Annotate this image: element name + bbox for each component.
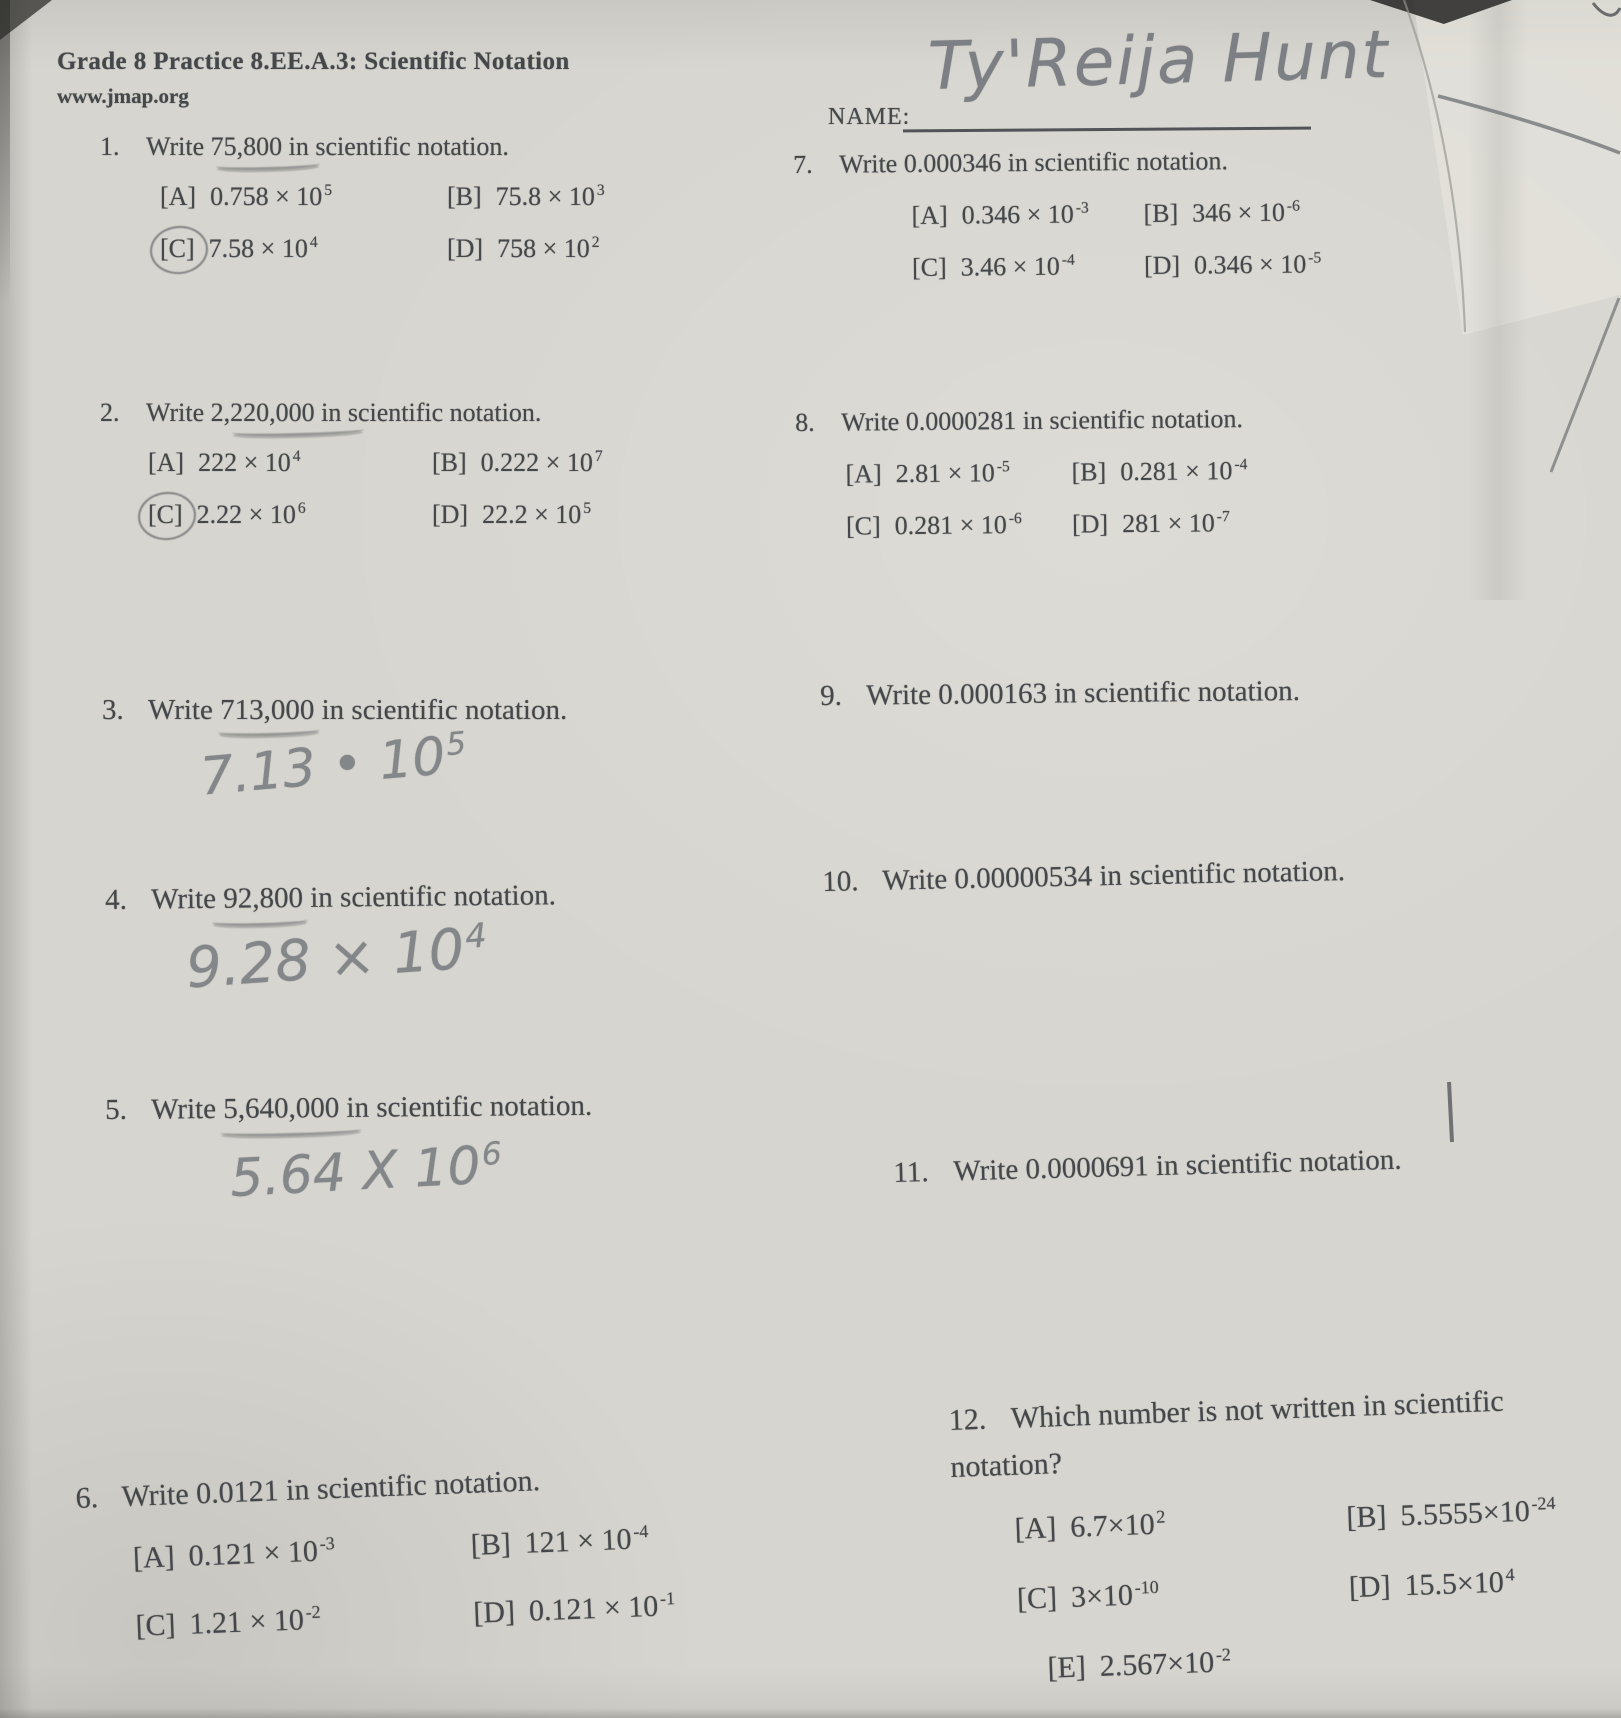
option-value: 758 × 10 — [497, 234, 590, 263]
question-number: 3. — [102, 694, 124, 726]
question-text: Write 0.000346 in scientific notation. — [838, 146, 1229, 179]
handwritten-name: Ty'Reija Hunt — [927, 15, 1391, 106]
option-c — [160, 234, 447, 264]
option-label: [A] — [148, 448, 185, 477]
question-text: Write 92,800 in scientific notation. — [150, 879, 557, 916]
option-value: 0.346 × 10 — [961, 199, 1074, 230]
option-b — [1143, 197, 1321, 229]
option-exponent: -4 — [1234, 456, 1248, 474]
question-text: Write 5,640,000 in scientific notation. — [150, 1089, 593, 1126]
answer-exponent: 4 — [463, 915, 488, 957]
option-label: [A] — [132, 1540, 176, 1575]
question-number: 6. — [75, 1481, 99, 1515]
option-label-circled: [C] — [148, 500, 183, 529]
option-label: [A] — [911, 200, 948, 230]
option-exponent: 4 — [292, 448, 301, 466]
option-value: 0.121 × 10 — [187, 1534, 319, 1573]
option-exponent: -3 — [1075, 199, 1089, 217]
option-value: 0.121 × 10 — [528, 1589, 659, 1628]
option-value: 5.5555×10 — [1399, 1494, 1531, 1533]
pen-stroke-vertical-mark — [1449, 1082, 1452, 1142]
option-label: [B] — [1345, 1499, 1387, 1535]
question-text: Write 2,220,000 in scientific notation. — [146, 398, 542, 427]
question-3 — [102, 694, 567, 727]
worksheet-title: Grade 8 Practice 8.EE.A.3: Scientific Notation — [57, 48, 570, 75]
option-exponent: 4 — [309, 234, 318, 252]
option-exponent: -5 — [996, 458, 1010, 476]
option-d — [432, 500, 603, 530]
option-exponent: -3 — [319, 1533, 335, 1554]
option-label: [D] — [1071, 509, 1109, 539]
question-text: Write 713,000 in scientific notation. — [148, 694, 568, 726]
option-exponent: -1 — [659, 1588, 676, 1609]
question-4 — [105, 879, 556, 917]
option-exponent: -6 — [1286, 197, 1300, 216]
option-label: [C] — [134, 1608, 177, 1643]
option-d — [1072, 508, 1248, 540]
option-value: 2.567×10 — [1099, 1645, 1215, 1683]
option-value: 15.5×10 — [1403, 1565, 1505, 1603]
option-b — [470, 1521, 673, 1563]
option-label: [A] — [845, 459, 882, 489]
option-c — [912, 251, 1144, 283]
option-b — [1071, 456, 1247, 488]
option-label: [D] — [1348, 1569, 1392, 1605]
question-5 — [105, 1090, 592, 1127]
option-exponent: -6 — [1008, 510, 1022, 528]
option-label: [C] — [1016, 1581, 1058, 1616]
answer-value: 7.13 • 10 — [197, 726, 448, 808]
question-text: Which number is not written in scientific notation? — [949, 1384, 1505, 1484]
option-value: 222 × 10 — [198, 448, 291, 477]
question-text: Write 0.0000691 in scientific notation. — [952, 1143, 1402, 1188]
option-value: 0.281 × 10 — [1120, 456, 1233, 487]
question-text: Write 0.000163 in scientific notation. — [865, 674, 1301, 712]
option-exponent: -7 — [1216, 508, 1230, 526]
option-value: 1.21 × 10 — [188, 1603, 305, 1641]
option-label: [D] — [447, 234, 484, 263]
option-value: 6.7×10 — [1069, 1507, 1156, 1544]
option-a — [132, 1529, 471, 1576]
option-exponent: -4 — [1061, 251, 1075, 270]
option-value: 2.22 × 10 — [196, 500, 296, 529]
option-label: [D] — [432, 500, 469, 529]
option-exponent: -4 — [632, 1521, 649, 1542]
question-text: Write 0.00000534 in scientific notation. — [881, 855, 1346, 897]
option-exponent: 7 — [594, 448, 603, 466]
option-value: 0.758 × 10 — [210, 182, 323, 211]
option-value: 121 × 10 — [524, 1522, 633, 1560]
option-c — [148, 500, 432, 530]
option-exponent: -24 — [1531, 1492, 1556, 1514]
question-6 — [75, 1459, 676, 1646]
option-label: [B] — [447, 182, 482, 211]
question-number: 9. — [820, 679, 843, 712]
option-exponent: -2 — [1215, 1644, 1232, 1665]
option-a — [1014, 1501, 1347, 1547]
question-number: 12. — [948, 1402, 987, 1437]
question-9 — [820, 675, 1300, 713]
option-label: [D] — [472, 1595, 516, 1630]
option-value: 0.281 × 10 — [894, 510, 1007, 541]
answer-exponent: 6 — [480, 1135, 503, 1173]
option-label: [A] — [1014, 1511, 1057, 1546]
question-8 — [795, 404, 1248, 542]
option-exponent: 2 — [1156, 1506, 1166, 1527]
option-value: 3.46 × 10 — [960, 251, 1060, 282]
option-value: 7.58 × 10 — [208, 234, 308, 263]
option-c — [846, 510, 1072, 542]
option-a — [148, 448, 432, 478]
answer-exponent: 5 — [444, 725, 468, 763]
option-exponent: -10 — [1134, 1576, 1159, 1598]
pen-stroke-diagonal — [1551, 298, 1619, 472]
option-exponent: 4 — [1505, 1564, 1515, 1585]
option-label: [D] — [1143, 250, 1181, 280]
option-value: 346 × 10 — [1192, 197, 1286, 228]
option-d — [447, 234, 605, 264]
option-a — [845, 458, 1071, 490]
question-number: 4. — [105, 883, 128, 916]
option-value: 22.2 × 10 — [482, 500, 582, 529]
option-value: 75.8 × 10 — [495, 182, 595, 211]
option-value: 3×10 — [1070, 1578, 1134, 1614]
option-label: [B] — [1143, 198, 1179, 228]
question-number: 7. — [793, 149, 813, 179]
option-exponent: 2 — [591, 234, 600, 252]
option-exponent: 5 — [583, 500, 592, 518]
option-a — [160, 182, 447, 212]
question-number: 5. — [105, 1093, 128, 1126]
question-text: Write 0.0000281 in scientific notation. — [840, 404, 1244, 437]
pen-stroke-corner — [1593, 3, 1620, 15]
option-value: 0.222 × 10 — [480, 448, 593, 477]
option-value: 281 × 10 — [1121, 508, 1215, 539]
option-value: 0.346 × 10 — [1193, 249, 1307, 280]
option-b — [1346, 1494, 1556, 1535]
question-12 — [948, 1377, 1561, 1689]
option-label-circled: [C] — [160, 234, 195, 263]
option-d — [1348, 1564, 1558, 1605]
option-exponent: -5 — [1308, 249, 1322, 267]
question-number: 2. — [100, 398, 120, 427]
question-number: 10. — [822, 865, 859, 898]
option-value: 2.81 × 10 — [895, 458, 995, 489]
option-exponent: -2 — [305, 1601, 321, 1623]
option-b — [432, 448, 603, 478]
question-7 — [793, 145, 1321, 284]
option-label: [C] — [911, 252, 947, 282]
option-c — [1016, 1571, 1349, 1617]
pen-stroke-name-tail — [1438, 96, 1620, 153]
option-exponent: 3 — [596, 182, 605, 200]
answer-value: 9.28 × 10 — [184, 917, 467, 1002]
option-exponent: 6 — [297, 500, 306, 518]
option-label: [B] — [432, 448, 467, 477]
question-number: 11. — [893, 1156, 930, 1189]
answer-value: 5.64 X 10 — [228, 1136, 483, 1210]
option-exponent: 5 — [324, 182, 333, 200]
option-label: [C] — [845, 511, 881, 541]
name-label: NAME: — [828, 104, 911, 130]
option-d — [1144, 249, 1322, 281]
question-number: 1. — [100, 132, 120, 161]
option-label: [E] — [1046, 1650, 1087, 1685]
question-text: Write 0.0121 in scientific notation. — [120, 1464, 541, 1514]
option-a — [911, 199, 1143, 231]
option-label: [B] — [1071, 457, 1107, 487]
question-text: Write 75,800 in scientific notation. — [146, 132, 509, 161]
question-1 — [100, 132, 605, 264]
option-label: [A] — [160, 182, 197, 211]
option-label: [B] — [470, 1527, 512, 1562]
question-2 — [100, 398, 603, 530]
worksheet-website: www.jmap.org — [57, 84, 189, 108]
option-b — [447, 182, 605, 212]
question-number: 8. — [795, 407, 815, 437]
page-edge-curve — [1404, 0, 1465, 332]
